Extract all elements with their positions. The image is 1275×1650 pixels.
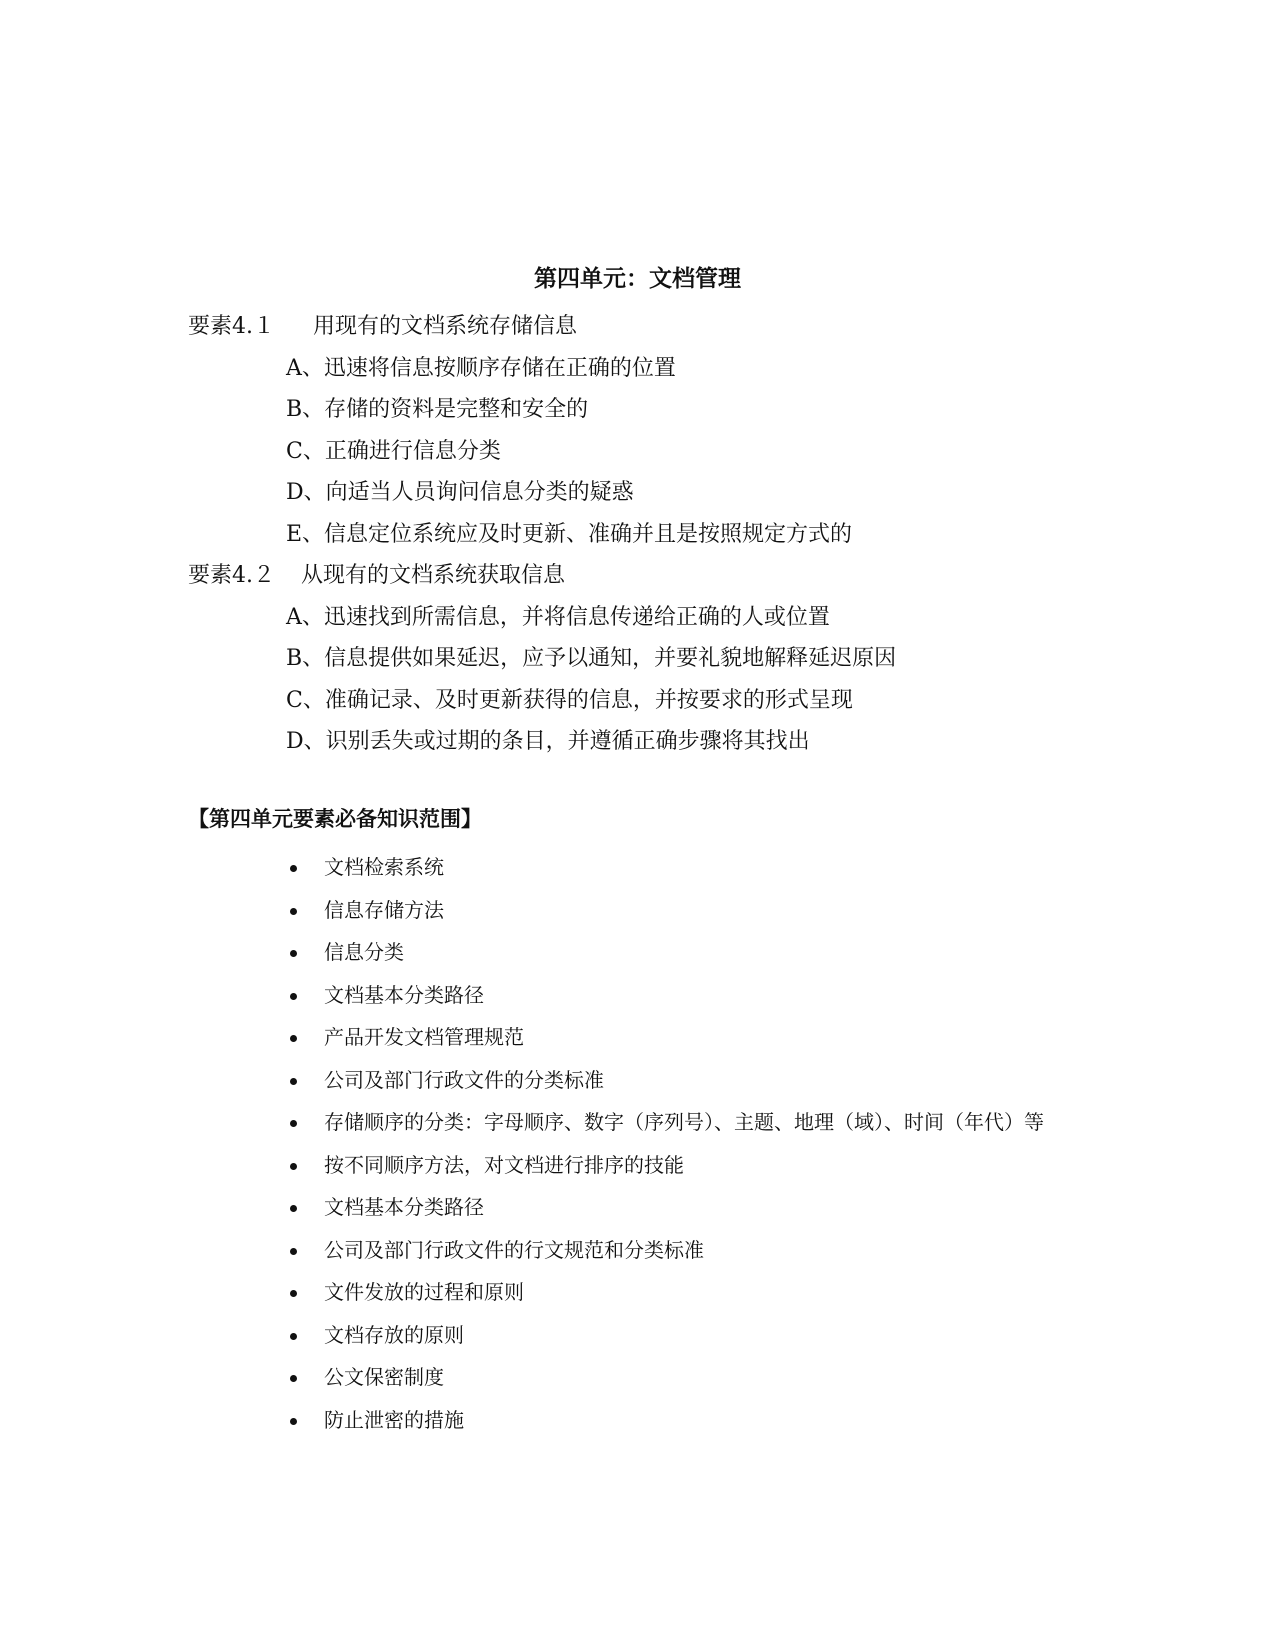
element-code: 要素4.１ bbox=[188, 314, 275, 339]
criterion: D、向适当人员询问信息分类的疑惑 bbox=[286, 480, 634, 505]
bullet-icon bbox=[286, 1229, 300, 1272]
bullet-icon bbox=[286, 1314, 300, 1357]
knowledge-item bbox=[284, 1314, 1084, 1357]
knowledge-item bbox=[284, 1144, 1084, 1187]
element-heading bbox=[188, 555, 1168, 597]
knowledge-section-title: 【第四单元要素必备知识范围】 bbox=[188, 807, 482, 831]
knowledge-item-text: 防止泄密的措施 bbox=[324, 1407, 464, 1432]
bullet-icon bbox=[286, 1271, 300, 1314]
criterion: A、迅速将信息按顺序存储在正确的位置 bbox=[286, 355, 676, 381]
bullet-icon bbox=[286, 1101, 300, 1144]
knowledge-item-text: 公文保密制度 bbox=[324, 1365, 444, 1389]
knowledge-item bbox=[284, 974, 1084, 1017]
knowledge-item-text: 文档检索系统 bbox=[324, 855, 444, 879]
criterion: B、存储的资料是完整和安全的 bbox=[286, 397, 589, 422]
knowledge-item-text: 文档存放的原则 bbox=[324, 1322, 464, 1347]
criterion: E、信息定位系统应及时更新、准确并且是按照规定方式的 bbox=[286, 521, 853, 547]
criterion: D、识别丢失或过期的条目，并遵循正确步骤将其找出 bbox=[286, 729, 810, 754]
knowledge-item-text: 信息分类 bbox=[324, 940, 404, 964]
bullet-icon bbox=[286, 1356, 300, 1399]
criterion: C、正确进行信息分类 bbox=[286, 438, 501, 464]
element-name: 用现有的文档系统存储信息 bbox=[313, 314, 578, 339]
bullet-icon bbox=[286, 1399, 300, 1442]
criterion: A、迅速找到所需信息，并将信息传递给正确的人或位置 bbox=[286, 604, 830, 630]
bullet-icon bbox=[286, 1186, 300, 1229]
unit-title: 第四单元：文档管理 bbox=[534, 266, 741, 292]
criterion: C、准确记录、及时更新获得的信息，并按要求的形式呈现 bbox=[286, 687, 853, 713]
knowledge-list bbox=[284, 846, 1084, 1441]
bullet-icon bbox=[286, 1144, 300, 1187]
knowledge-item-text: 产品开发文档管理规范 bbox=[324, 1025, 524, 1049]
bullet-icon bbox=[286, 846, 300, 889]
knowledge-item bbox=[284, 1229, 1084, 1272]
knowledge-item-text: 文档基本分类路径 bbox=[324, 1195, 484, 1219]
knowledge-item-text: 公司及部门行政文件的行文规范和分类标准 bbox=[324, 1237, 704, 1262]
knowledge-item bbox=[284, 1059, 1084, 1102]
knowledge-item bbox=[284, 1271, 1084, 1314]
knowledge-item-text: 文件发放的过程和原则 bbox=[324, 1280, 524, 1304]
bullet-icon bbox=[286, 889, 300, 932]
knowledge-item bbox=[284, 889, 1084, 932]
element-code: 要素4.２ bbox=[188, 563, 275, 588]
knowledge-item-text: 公司及部门行政文件的分类标准 bbox=[324, 1067, 604, 1092]
knowledge-item bbox=[284, 1186, 1084, 1229]
bullet-icon bbox=[286, 931, 300, 974]
knowledge-item bbox=[284, 931, 1084, 974]
element-name: 从现有的文档系统获取信息 bbox=[301, 563, 566, 588]
element-heading bbox=[188, 306, 1168, 348]
knowledge-item-text: 存储顺序的分类：字母顺序、数字（序列号）、主题、地理（域）、时间（年代）等 bbox=[324, 1110, 1044, 1134]
bullet-icon bbox=[286, 1059, 300, 1102]
knowledge-item bbox=[284, 1356, 1084, 1399]
knowledge-item bbox=[284, 1101, 1084, 1144]
knowledge-item bbox=[284, 1399, 1084, 1442]
knowledge-item-text: 按不同顺序方法，对文档进行排序的技能 bbox=[324, 1152, 684, 1177]
knowledge-item-text: 信息存储方法 bbox=[324, 897, 444, 922]
bullet-icon bbox=[286, 1016, 300, 1059]
knowledge-item-text: 文档基本分类路径 bbox=[324, 982, 484, 1007]
knowledge-item bbox=[284, 1016, 1084, 1059]
bullet-icon bbox=[286, 974, 300, 1017]
knowledge-item bbox=[284, 846, 1084, 889]
criterion: B、信息提供如果延迟，应予以通知，并要礼貌地解释延迟原因 bbox=[286, 646, 897, 671]
elements-section bbox=[188, 306, 1168, 763]
